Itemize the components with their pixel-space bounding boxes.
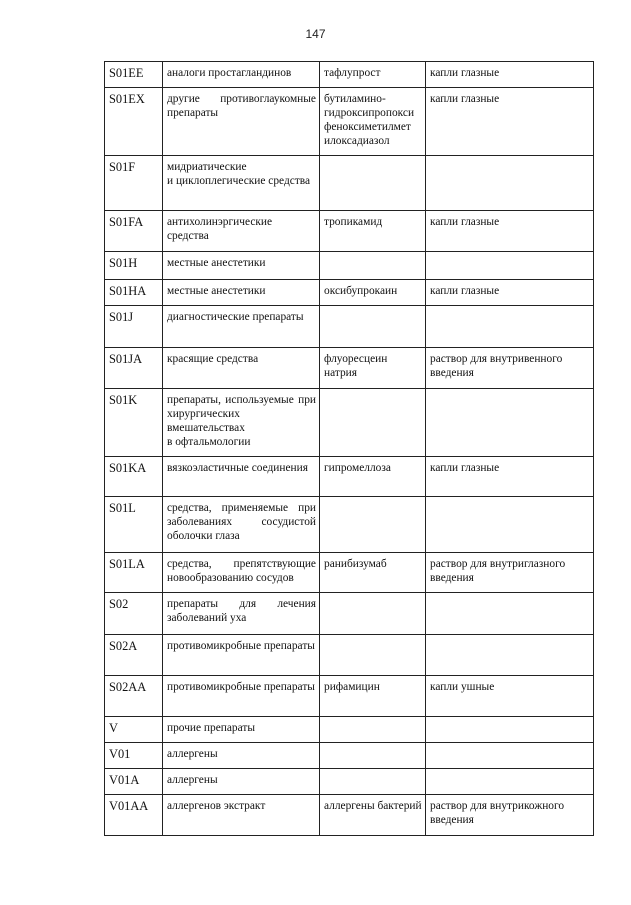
cell-form — [426, 593, 594, 635]
drug-classification-table — [104, 61, 594, 836]
cell-group: другие противоглаукомные препараты — [163, 88, 320, 156]
cell-code: S01KA — [105, 457, 163, 497]
cell-form: капли ушные — [426, 676, 594, 717]
cell-code: S01LA — [105, 553, 163, 593]
table-row — [105, 252, 594, 280]
cell-form — [426, 743, 594, 769]
cell-code: S01J — [105, 306, 163, 348]
cell-group: вязкоэластичные соединения — [163, 457, 320, 497]
cell-form — [426, 497, 594, 553]
cell-group: противомикробные препараты — [163, 676, 320, 717]
cell-drug — [320, 635, 426, 676]
cell-form: капли глазные — [426, 62, 594, 88]
cell-code: S01HA — [105, 280, 163, 306]
cell-form — [426, 635, 594, 676]
cell-drug — [320, 156, 426, 211]
cell-code: S01H — [105, 252, 163, 280]
table-row — [105, 553, 594, 593]
cell-drug: гипромеллоза — [320, 457, 426, 497]
cell-drug: оксибупрокаин — [320, 280, 426, 306]
cell-drug: рифамицин — [320, 676, 426, 717]
cell-group: препараты для лечения заболеваний уха — [163, 593, 320, 635]
table-row — [105, 389, 594, 457]
cell-drug — [320, 389, 426, 457]
cell-code: S01FA — [105, 211, 163, 252]
table-row — [105, 717, 594, 743]
cell-form: раствор для внутрикожного введения — [426, 795, 594, 836]
cell-code: S01EX — [105, 88, 163, 156]
cell-form — [426, 306, 594, 348]
table-row — [105, 676, 594, 717]
table-row — [105, 593, 594, 635]
table-row — [105, 743, 594, 769]
cell-code: S02 — [105, 593, 163, 635]
cell-form — [426, 717, 594, 743]
cell-group: аналоги простагландинов — [163, 62, 320, 88]
cell-drug: тафлупрост — [320, 62, 426, 88]
cell-form: раствор для внутривенного введения — [426, 348, 594, 389]
cell-form — [426, 252, 594, 280]
cell-group: красящие средства — [163, 348, 320, 389]
cell-form: капли глазные — [426, 211, 594, 252]
cell-drug: ранибизумаб — [320, 553, 426, 593]
cell-code: S02AA — [105, 676, 163, 717]
table-row — [105, 769, 594, 795]
table-row — [105, 348, 594, 389]
table-row — [105, 280, 594, 306]
cell-drug — [320, 769, 426, 795]
table-row — [105, 497, 594, 553]
cell-code: V01A — [105, 769, 163, 795]
cell-drug — [320, 717, 426, 743]
table-row — [105, 211, 594, 252]
cell-group: аллергены — [163, 769, 320, 795]
cell-group: противомикробные препараты — [163, 635, 320, 676]
cell-drug — [320, 252, 426, 280]
table-body — [105, 62, 594, 836]
cell-group: местные анестетики — [163, 280, 320, 306]
cell-group: антихолинэргические средства — [163, 211, 320, 252]
table-row — [105, 62, 594, 88]
cell-form — [426, 769, 594, 795]
cell-group: аллергены — [163, 743, 320, 769]
cell-drug: аллергены бактерий — [320, 795, 426, 836]
table-row — [105, 156, 594, 211]
cell-group: средства, препятствующие новообразованию сосудов — [163, 553, 320, 593]
cell-drug — [320, 497, 426, 553]
cell-form — [426, 389, 594, 457]
table-row — [105, 306, 594, 348]
page-number: 147 — [305, 27, 326, 41]
table-row — [105, 88, 594, 156]
cell-code: S01L — [105, 497, 163, 553]
cell-group: местные анестетики — [163, 252, 320, 280]
cell-code: S02A — [105, 635, 163, 676]
cell-code: S01F — [105, 156, 163, 211]
cell-group: средства, применяемые при заболеваниях сосудистой оболочки глаза — [163, 497, 320, 553]
cell-drug: тропикамид — [320, 211, 426, 252]
cell-drug — [320, 743, 426, 769]
cell-drug — [320, 593, 426, 635]
cell-drug: флуоресцеин натрия — [320, 348, 426, 389]
cell-group: препараты, используемые при хирургических вмешательствах в офтальмологии — [163, 389, 320, 457]
cell-group: аллергенов экстракт — [163, 795, 320, 836]
cell-code: V01AA — [105, 795, 163, 836]
cell-group: мидриатические и циклоплегические средства — [163, 156, 320, 211]
table-row — [105, 635, 594, 676]
cell-drug: бутиламино- гидроксипропокси феноксиметилмет илоксадиазол — [320, 88, 426, 156]
cell-code: V — [105, 717, 163, 743]
cell-form: капли глазные — [426, 457, 594, 497]
cell-code: V01 — [105, 743, 163, 769]
cell-code: S01JA — [105, 348, 163, 389]
cell-form: раствор для внутриглазного введения — [426, 553, 594, 593]
cell-drug — [320, 306, 426, 348]
cell-code: S01EE — [105, 62, 163, 88]
table-row — [105, 457, 594, 497]
cell-form: капли глазные — [426, 280, 594, 306]
cell-group: прочие препараты — [163, 717, 320, 743]
cell-code: S01K — [105, 389, 163, 457]
cell-group: диагностические препараты — [163, 306, 320, 348]
table-row — [105, 795, 594, 836]
cell-form — [426, 156, 594, 211]
cell-form: капли глазные — [426, 88, 594, 156]
